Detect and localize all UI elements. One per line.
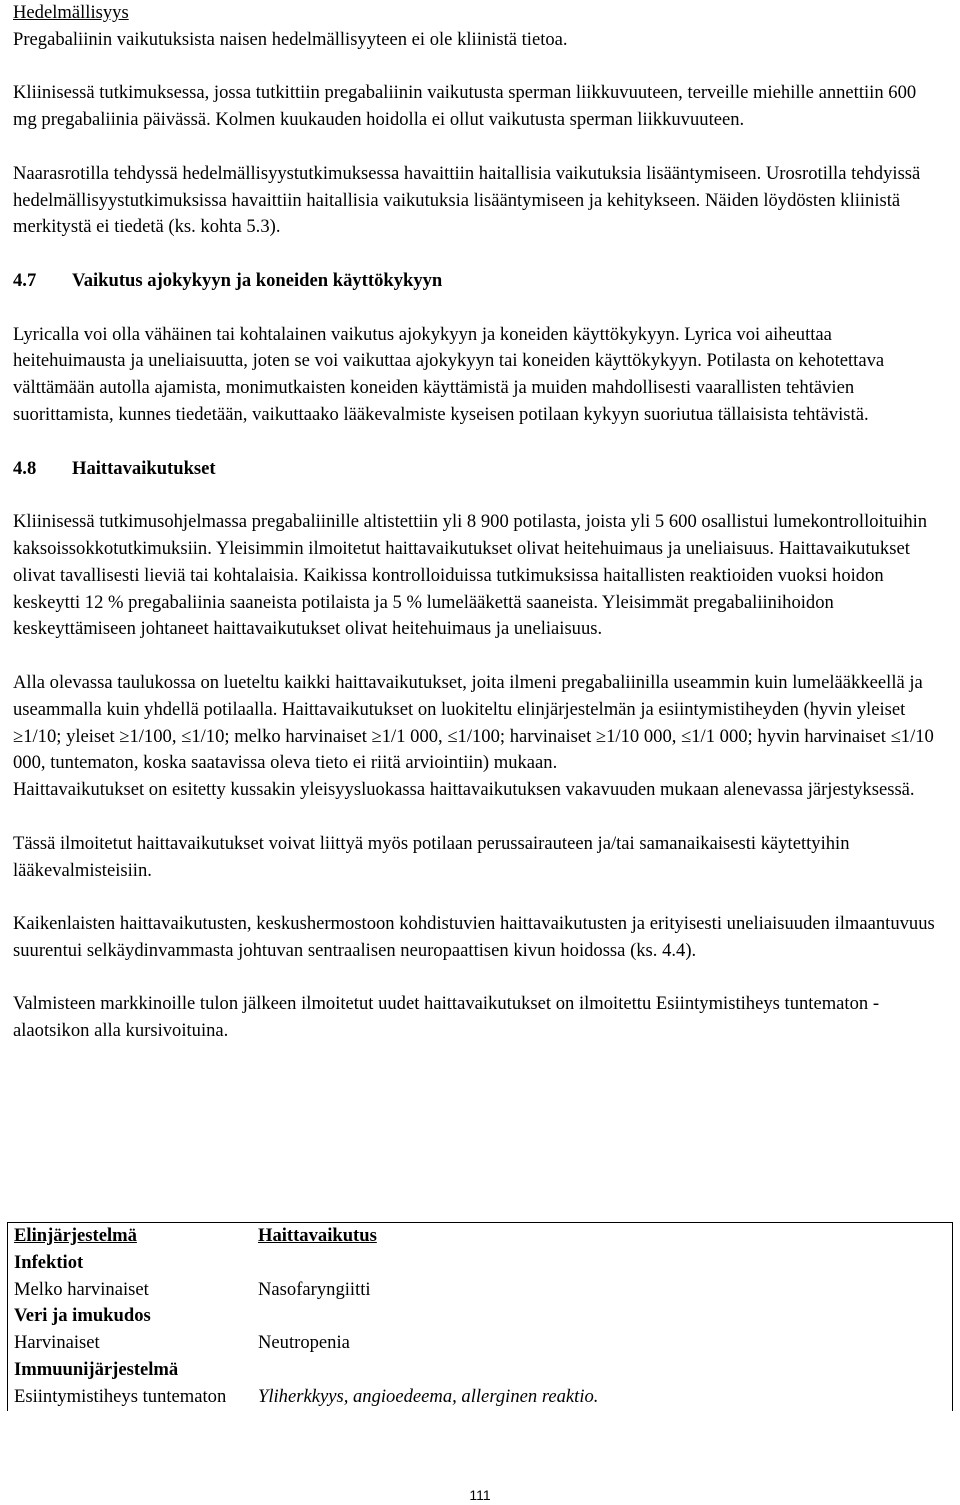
- table-header-row: [8, 1223, 953, 1250]
- section-4-7-paragraph: Lyricalla voi olla vähäinen tai kohtalainen vaikutus ajokykyyn ja koneiden käyttökykyyn. Lyrica voi aiheuttaa heitehuimausta ja uneliaisuutta, joten se voi vaikuttaa ajokykyyn tai koneiden käyttökykyyn. Potilasta on kehotettava välttämään autolla ajamista, monimutkaisten koneiden käyttämistä ja muiden mahdollisesti vaarallisten tehtävien suorittamista, kunnes tiedetään, vaikuttaako lääkevalmiste kyseisen potilaan kykyyn suoriutua tällaisista tehtävistä.: [13, 323, 885, 425]
- page-number: 111: [469, 1487, 491, 1503]
- section-4-8-paragraph-6: Valmisteen markkinoille tulon jälkeen ilmoitetut uudet haittavaikutukset on ilmoitettu Esiintymistiheys tuntematon -alaotsikon alla kursivoituina.: [13, 993, 880, 1042]
- section-title: Haittavaikutukset: [72, 457, 216, 479]
- section-4-8-paragraph-4: Tässä ilmoitetut haittavaikutukset voivat liittyä myös potilaan perussairauteen ja/tai samanaikaisesti käytettyihin lääkevalmisteisiin.: [13, 832, 850, 881]
- header-adverse-reaction: Haittavaikutus: [258, 1225, 377, 1246]
- table-row-soc: [8, 1250, 953, 1277]
- soc-label: Immuunijärjestelmä: [14, 1358, 179, 1380]
- table-row: [8, 1384, 953, 1411]
- section-4-8-paragraph-5: Kaikenlaisten haittavaikutusten, keskushermostoon kohdistuvien haittavaikutusten ja erityisesti uneliaisuuden ilmaantuvuus suurentui selkäydinvammasta johtuvan sentraalisen neuropaattisen kivun hoidossa (ks. 4.4).: [13, 913, 935, 961]
- table-row: [8, 1330, 953, 1357]
- reaction-cell: Neutropenia: [258, 1332, 350, 1354]
- section-title: Vaikutus ajokykyyn ja koneiden käyttökykyyn: [72, 269, 443, 291]
- table-row-soc: [8, 1357, 953, 1384]
- section-4-7-heading: [13, 268, 943, 295]
- section-4-8-paragraph-1: Kliinisessä tutkimusohjelmassa pregabaliinille altistettiin yli 8 900 potilasta, joista yli 5 600 osallistui lumekontrolloituihin kaksoissokkotutkimuksiin. Yleisimmin ilmoitetut haittavaikutukset olivat heitehuimaus ja uneliaisuus. Haittavaikutukset olivat tavallisesti lieviä tai kohtalaisia. Kaikissa kontrolloiduissa tutkimuksissa haitallisten reaktioiden vuoksi hoidon keskeytti 12 % pregabaliinia saaneista potilaista ja 5 % lumelääkettä saaneista. Yleisimmät pregabaliinihoidon keskeyttämiseen johtaneet haittavaikutukset olivat heitehuimaus ja uneliaisuus.: [13, 511, 928, 640]
- frequency-cell: Melko harvinaiset: [14, 1278, 149, 1300]
- document-page: [13, 0, 943, 1045]
- section-4-8-paragraph-3: Haittavaikutukset on esitetty kussakin yleisyysluokassa haittavaikutuksen vakavuuden mukaan alenevassa järjestyksessä.: [13, 779, 915, 801]
- fertility-paragraph-2: Kliinisessä tutkimuksessa, jossa tutkittiin pregabaliinin vaikutusta sperman liikkuvuuteen, terveille miehille annettiin 600 mg pregabaliinia päivässä. Kolmen kuukauden hoidolla ei ollut vaikutusta sperman liikkuvuuteen.: [13, 82, 917, 131]
- section-4-8-heading: [13, 456, 943, 483]
- fertility-title: Hedelmällisyys: [13, 2, 129, 23]
- section-4-8-paragraph-2: Alla olevassa taulukossa on lueteltu kaikki haittavaikutukset, joita ilmeni pregabaliinilla useammin kuin lumelääkkeellä ja useammalla kuin yhdellä potilaalla. Haittavaikutukset on luokiteltu elinjärjestelmän ja esiintymistiheyden (hyvin yleiset ≥1/10; yleiset ≥1/100, ≤1/10; melko harvinaiset ≥1/1 000, ≤1/100; harvinaiset ≥1/10 000, ≤1/1 000; hyvin harvinaiset ≤1/10 000, tuntematon, koska saatavissa oleva tieto ei riitä arviointiin) mukaan.: [13, 671, 934, 774]
- section-number: 4.7: [13, 269, 37, 291]
- table-row: [8, 1277, 953, 1304]
- table-row-soc: [8, 1303, 953, 1330]
- frequency-cell: Esiintymistiheys tuntematon: [14, 1385, 227, 1407]
- section-number: 4.8: [13, 457, 37, 479]
- frequency-cell: Harvinaiset: [14, 1332, 100, 1354]
- soc-label: Veri ja imukudos: [14, 1305, 151, 1327]
- soc-label: Infektiot: [14, 1251, 84, 1273]
- fertility-paragraph-1: Pregabaliinin vaikutuksista naisen hedelmällisyyteen ei ole kliinistä tietoa.: [13, 28, 568, 50]
- header-system-organ-class: Elinjärjestelmä: [14, 1225, 137, 1246]
- adverse-reactions-table: [7, 1222, 953, 1411]
- reaction-cell: Nasofaryngiitti: [258, 1278, 371, 1300]
- reaction-cell: Yliherkkyys, angioedeema, allerginen reaktio.: [258, 1385, 599, 1407]
- fertility-paragraph-3: Naarasrotilla tehdyssä hedelmällisyystutkimuksessa havaittiin haitallisia vaikutuksia lisääntymiseen. Urosrotilla tehdyissä hedelmällisyystutkimuksissa havaittiin haitallisia vaikutuksia lisääntymiseen ja kehitykseen. Näiden löydösten kliinistä merkitystä ei tiedetä (ks. kohta 5.3).: [13, 162, 921, 238]
